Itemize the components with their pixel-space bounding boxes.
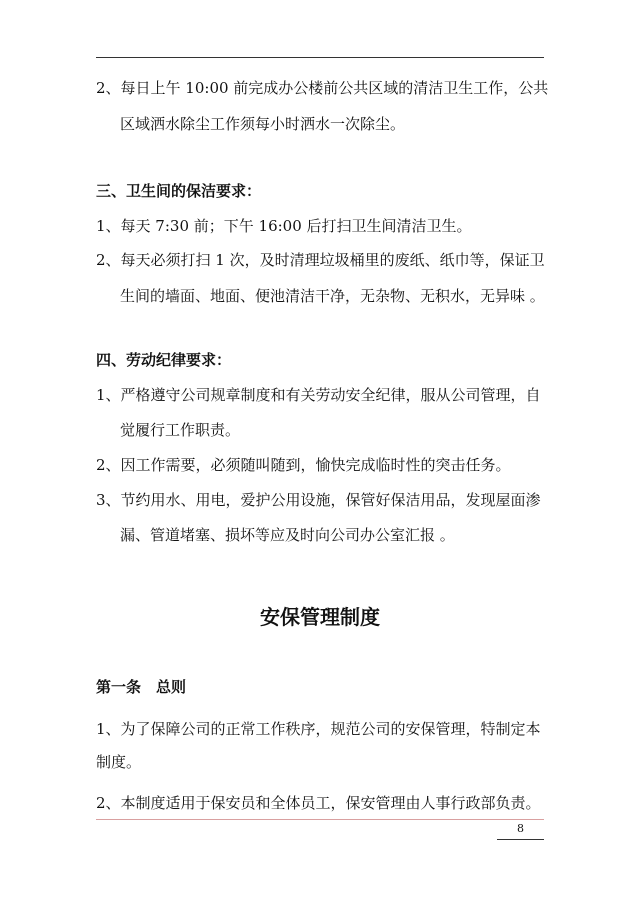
header-rule [96,57,544,58]
section3-item2-line1: 2、每天必须打扫 1 次，及时清理垃圾桶里的废纸、纸巾等，保证卫 [96,251,545,269]
section4-item3-line2: 漏、管道堵塞、损坏等应及时向公司办公室汇报 。 [120,526,455,544]
upper-item2-line1: 2、每日上午 10:00 前完成办公楼前公共区域的清洁卫生工作，公共 [96,79,549,97]
security-item1-line1: 1、为了保障公司的正常工作秩序，规范公司的安保管理，特制定本 [96,720,541,738]
section4-heading: 四、劳动纪律要求： [96,351,232,369]
section3-item2-line2: 生间的墙面、地面、便池清洁干净，无杂物、无积水，无异味 。 [120,287,545,305]
article1-heading: 第一条 总则 [96,678,187,696]
section4-item1-line2: 觉履行工作职责。 [120,421,241,439]
page-number: 8 [517,822,524,835]
section4-item3-line1: 3、节约用水、用电，爱护公用设施，保管好保洁用品，发现屋面渗 [96,491,541,509]
document-title: 安保管理制度 [260,605,380,629]
footer-rule [96,819,544,820]
security-item2: 2、本制度适用于保安员和全体员工，保安管理由人事行政部负责。 [96,794,541,812]
page-number-underline [497,839,544,840]
security-item1-line2: 制度。 [96,753,142,771]
section4-item2: 2、因工作需要，必须随叫随到，愉快完成临时性的突击任务。 [96,456,511,474]
section4-item1-line1: 1、严格遵守公司规章制度和有关劳动安全纪律，服从公司管理，自 [96,386,541,404]
section3-heading: 三、卫生间的保洁要求： [96,182,262,200]
section3-item1: 1、每天 7:30 前；下午 16:00 后打扫卫生间清洁卫生。 [96,217,472,235]
upper-item2-line2: 区域洒水除尘工作须每小时洒水一次除尘。 [120,115,406,133]
